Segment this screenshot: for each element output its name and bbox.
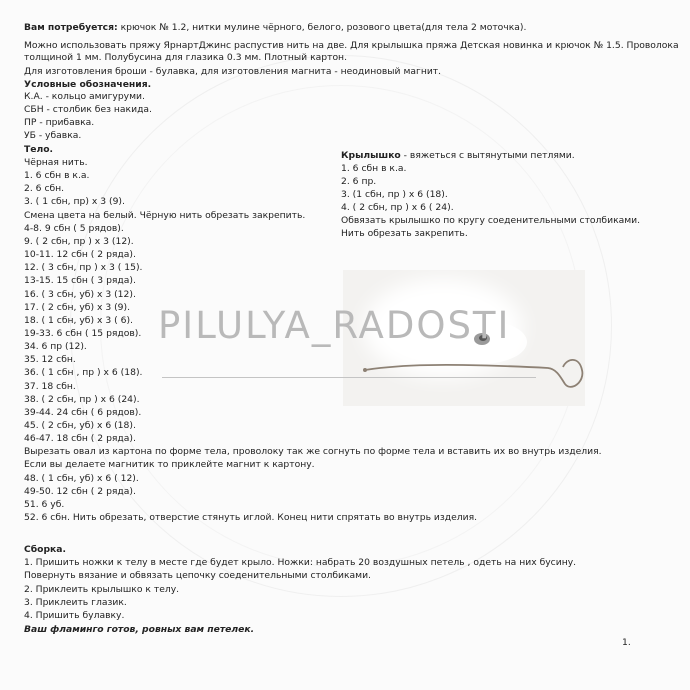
body-line: 3. ( 1 сбн, пр) х 3 (9). — [24, 196, 125, 208]
wing-line: Обвязать крылышко по кругу соеденительными столбиками. — [341, 215, 641, 226]
assembly-line: 3. Приклеить глазик. — [24, 596, 127, 608]
body-line: 19-33. 6 сбн ( 15 рядов). — [24, 327, 142, 339]
materials-line-4: Для изготовления броши - булавка, для изготовления магнита - неодиновый магнит. — [24, 66, 442, 77]
materials-line-1 — [24, 22, 526, 34]
body-line: 9. ( 2 сбн, пр ) х 3 (12). — [24, 235, 134, 247]
body-line: Чёрная нить. — [24, 157, 88, 168]
assembly-heading: Сборка. — [24, 544, 66, 555]
body-line: 51. 6 уб. — [24, 498, 65, 510]
materials-line-3: толщиной 1 мм. Полубусина для глазика 0.3 мм. Плотный картон. — [24, 52, 347, 63]
legend-item: ПР - прибавка. — [24, 117, 95, 128]
legend-item: К.А. - кольцо амигуруми. — [24, 91, 145, 102]
page-number: 1. — [622, 637, 631, 648]
legend-heading: Условные обозначения. — [24, 79, 152, 90]
wing-line: 2. 6 пр. — [341, 176, 377, 187]
materials-label: Вам потребуется: — [24, 22, 118, 33]
body-line: Если вы делаете магнитик то приклейте магнит к картону. — [24, 459, 315, 471]
body-line: Смена цвета на белый. Чёрную нить обрезать закрепить. — [24, 209, 306, 221]
body-line: 2. 6 сбн. — [24, 183, 65, 195]
body-line: 12. ( 3 сбн, пр ) х 3 ( 15). — [24, 262, 143, 274]
watermark-underline — [162, 377, 536, 378]
wing-line: 1. 6 сбн в к.а. — [341, 163, 407, 174]
body-line: 48. ( 1 сбн, уб) х 6 ( 12). — [24, 472, 139, 484]
body-line: 18. ( 1 сбн, уб) х 3 ( 6). — [24, 314, 133, 326]
wing-heading: Крылышко — [341, 150, 401, 161]
body-line: 36. ( 1 сбн , пр ) х 6 (18). — [24, 367, 143, 379]
wing-line: 4. ( 2 сбн, пр ) х 6 ( 24). — [341, 202, 454, 213]
body-line: 4-8. 9 сбн ( 5 рядов). — [24, 222, 124, 234]
body-line: 34. 6 пр (12). — [24, 341, 87, 353]
legend-item: СБН - столбик без накида. — [24, 104, 152, 115]
body-line: 35. 12 сбн. — [24, 354, 76, 366]
body-line: 52. 6 сбн. Нить обрезать, отверстие стянуть иглой. Конец нити спрятать во внутрь изделия. — [24, 512, 478, 524]
wing-line: Нить обрезать закрепить. — [341, 228, 468, 239]
body-line: 45. ( 2 сбн, уб) х 6 (18). — [24, 420, 136, 431]
materials-line-2: Можно использовать пряжу ЯрнартДжинс распустив нить на две. Для крылышка пряжа Детская новинка и крючок № 1.5. Проволока — [24, 40, 679, 51]
assembly-line: 2. Приклеить крылышко к телу. — [24, 583, 180, 595]
body-line: 39-44. 24 сбн ( 6 рядов). — [24, 406, 142, 418]
body-line: 1. 6 сбн в к.а. — [24, 170, 90, 182]
body-line: 16. ( 3 сбн, уб) х 3 (12). — [24, 288, 136, 300]
body-line: 46-47. 18 сбн ( 2 ряда). — [24, 433, 136, 445]
assembly-line: 4. Пришить булавку. — [24, 610, 125, 622]
body-line: 13-15. 15 сбн ( 3 ряда). — [24, 275, 136, 287]
body-line: 17. ( 2 сбн, уб) х 3 (9). — [24, 301, 131, 313]
body-line: 49-50. 12 сбн ( 2 ряда). — [24, 485, 136, 497]
wing-line: 3. (1 сбн, пр ) х 6 (18). — [341, 189, 448, 200]
body-line: 37. 18 сбн. — [24, 380, 76, 392]
watermark-text: PILULYA_RADOSTI — [158, 304, 511, 347]
body-line: 10-11. 12 сбн ( 2 ряда). — [24, 249, 136, 261]
wing-heading-rest: - вяжеться с вытянутыми петлями. — [400, 150, 575, 161]
assembly-line: 1. Пришить ножки к телу в месте где будет крыло. Ножки: набрать 20 воздушных петель , одеть на них бусину. — [24, 557, 577, 568]
closing-text: Ваш фламинго готов, ровных вам петелек. — [24, 624, 255, 635]
materials-text: крючок № 1.2, нитки мулине чёрного, белого, розового цвета(для тела 2 моточка). — [117, 22, 527, 33]
wing-heading-line — [341, 150, 575, 162]
assembly-line: Повернуть вязание и обвязать цепочку соеденительными столбиками. — [24, 570, 371, 582]
body-line: 38. ( 2 сбн, пр ) х 6 (24). — [24, 393, 140, 405]
legend-item: УБ - убавка. — [24, 130, 82, 141]
body-heading: Тело. — [24, 144, 54, 155]
body-line: Вырезать овал из картона по форме тела, проволоку так же согнуть по форме тела и вставить их во внутрь изделия. — [24, 446, 602, 458]
